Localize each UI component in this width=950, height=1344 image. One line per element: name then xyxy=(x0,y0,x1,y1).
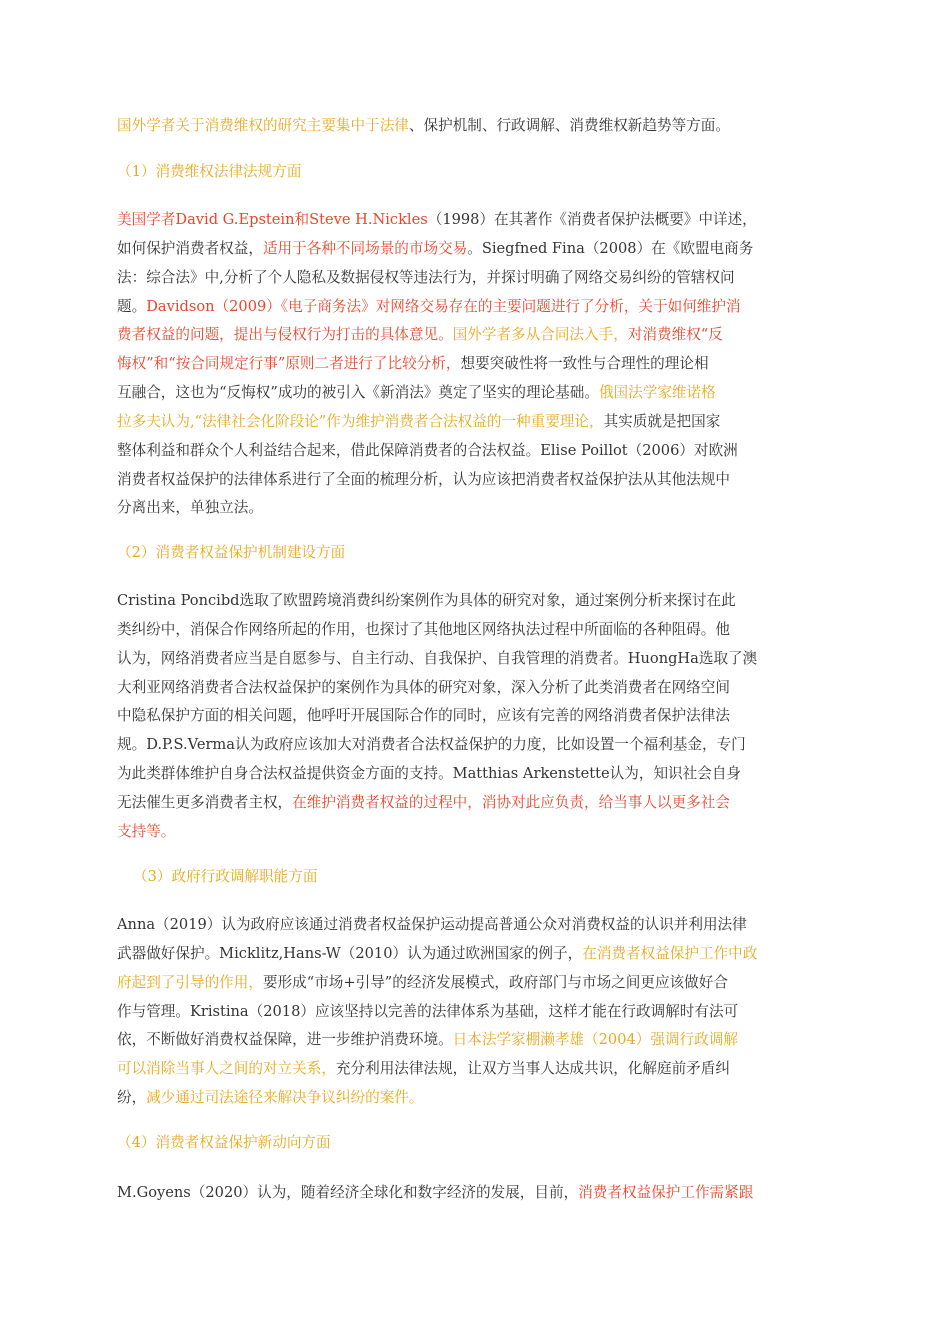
intro-paragraph xyxy=(117,112,829,141)
body-text: 消费者权益保护的法律体系进行了全面的梳理分析，认为应该把消费者权益保护法从其他法规中 xyxy=(117,470,730,488)
body-text: 充分利用法律法规，让双方当事人达成共识，化解庭前矛盾纠 xyxy=(335,1060,730,1078)
section-3-heading xyxy=(133,863,845,892)
text-line xyxy=(117,674,829,703)
text-line xyxy=(117,998,829,1027)
text-line xyxy=(117,940,829,969)
body-text: 中隐私保护方面的相关问题，他呼吁开展国际合作的同时，应该有完善的网络消费者保护法律法 xyxy=(117,707,730,725)
text-line xyxy=(117,494,829,523)
section-1-heading xyxy=(117,158,829,187)
body-text: Cristina Poncibd选取了欧盟跨境消费纠纷案例作为具体的研究对象，通过案例分析来探讨在此 xyxy=(117,592,736,609)
body-text: 要形成“市场+引导”的经济发展模式，政府部门与市场之间更应该做好合 xyxy=(262,973,728,991)
body-text: Anna（2019）认为政府应该通过消费者权益保护运动提高普通公众对消费权益的认识并利用法律 xyxy=(117,916,747,933)
text-line xyxy=(117,731,829,760)
highlighted-text: 府起到了引导的作用， xyxy=(117,973,263,991)
section-heading-text: （2）消费者权益保护机制建设方面 xyxy=(117,544,346,561)
body-text: 为此类群体维护自身合法权益提供资金方面的支持。Matthias Arkenstette认为，知识社会自身 xyxy=(117,765,742,783)
text-line xyxy=(117,702,829,731)
text-line xyxy=(117,264,829,293)
text-line xyxy=(117,1179,829,1208)
section-4-heading xyxy=(117,1129,829,1158)
section-2-heading xyxy=(117,539,829,568)
body-text: 想要突破性将一致性与合理性的理论相 xyxy=(460,355,709,373)
text-line xyxy=(117,616,829,645)
body-text: 大利亚网络消费者合法权益保护的案例作为具体的研究对象，深入分析了此类消费者在网络空间 xyxy=(117,678,730,696)
text-line xyxy=(117,1026,829,1055)
body-text: 题。 xyxy=(117,297,147,315)
body-text: 其实质就是把国家 xyxy=(603,412,721,430)
body-text: M.Goyens（2020）认为，随着经济全球化和数字经济的发展，目前， xyxy=(117,1184,579,1201)
text-line xyxy=(117,235,829,264)
highlighted-text: 国外学者多从合同法入手， xyxy=(452,326,628,344)
section-1-paragraph xyxy=(117,206,829,523)
text-line xyxy=(117,321,829,350)
highlighted-text: 美国学者David G.Epstein和Steve H.Nickles xyxy=(117,211,428,228)
text-line xyxy=(117,587,829,616)
body-text: 认为，网络消费者应当是自愿参与、自主行动、自我保护、自我管理的消费者。HuongHa选取了澳 xyxy=(117,649,758,667)
text-line xyxy=(117,206,829,235)
body-text: 规。D.P.S.Verma认为政府应该加大对消费者合法权益保护的力度，比如设置一个福利基金，专门 xyxy=(117,736,746,754)
text-line xyxy=(117,379,829,408)
highlighted-text: 消费者权益保护工作需紧跟 xyxy=(578,1184,754,1201)
text-line xyxy=(117,645,829,674)
section-heading-text: （3）政府行政调解职能方面 xyxy=(133,868,318,885)
text-line xyxy=(117,1084,829,1113)
highlighted-text: 日本法学家棚濑孝雄（2004）强调行政调解 xyxy=(452,1031,738,1049)
section-heading-text: （4）消费者权益保护新动向方面 xyxy=(117,1134,331,1151)
section-3-paragraph xyxy=(117,911,829,1113)
body-text: 作与管理。Kristina（2018）应该坚持以完善的法律体系为基础，这样才能在行政调解时有法可 xyxy=(117,1002,739,1020)
text-line xyxy=(117,437,829,466)
highlighted-text: Davidson（2009）《电子商务法》对网络交易存在的主要问题进行了分析，关于如何维护消 xyxy=(146,297,741,315)
highlighted-text: 费者权益的问题，提出与侵权行为打击的具体意见。 xyxy=(117,326,453,344)
body-text: 武器做好保护。Micklitz,Hans-W（2010）认为通过欧洲国家的例子， xyxy=(117,944,583,962)
body-text: 无法催生更多消费者主权， xyxy=(117,793,293,811)
body-text: 、保护机制、行政调解、消费维权新趋势等方面。 xyxy=(408,117,730,134)
section-4-paragraph xyxy=(117,1179,829,1208)
text-line xyxy=(117,466,829,495)
text-line xyxy=(117,911,829,940)
highlighted-text: 可以消除当事人之间的对立关系， xyxy=(117,1060,336,1078)
body-text: 。Siegfned Fina（2008）在《欧盟电商务 xyxy=(467,239,754,257)
text-line xyxy=(117,818,829,847)
highlighted-text: 适用于各种不同场景的市场交易 xyxy=(262,239,468,257)
highlighted-text: 支持等。 xyxy=(117,822,176,840)
highlighted-text: 悔权”和“按合同规定行事”原则二者进行了比较分析， xyxy=(117,355,461,373)
body-text: 分离出来，单独立法。 xyxy=(117,499,263,517)
highlighted-text: 对消费维权“反 xyxy=(627,326,723,344)
text-line xyxy=(117,350,829,379)
body-text: 法：综合法》中,分析了个人隐私及数据侵权等违法行为，并探讨明确了网络交易纠纷的管辖权问 xyxy=(117,268,735,286)
body-text: 如何保护消费者权益， xyxy=(117,239,263,257)
section-heading-text: （1）消费维权法律法规方面 xyxy=(117,163,302,180)
text-line xyxy=(117,789,829,818)
highlighted-text: 在消费者权益保护工作中政 xyxy=(582,944,758,962)
highlighted-text: 俄国法学家维诺格 xyxy=(598,384,716,402)
body-text: 纷， xyxy=(117,1089,147,1107)
text-line xyxy=(117,1055,829,1084)
highlighted-text: 减少通过司法途径来解决争议纠纷的案件。 xyxy=(146,1089,424,1107)
highlighted-text: 国外学者关于消费维权的研究主要集中于法律 xyxy=(117,117,409,134)
text-line xyxy=(117,408,829,437)
body-text: 互融合，这也为“反悔权”成功的被引入《新消法》奠定了坚实的理论基础。 xyxy=(117,384,599,402)
section-2-paragraph xyxy=(117,587,829,847)
body-text: 整体利益和群众个人利益结合起来，借此保障消费者的合法权益。Elise Poillot（2006）对欧洲 xyxy=(117,441,738,459)
body-text: （1998）在其著作《消费者保护法概要》中详述， xyxy=(427,211,757,228)
text-line xyxy=(117,760,829,789)
body-text: 类纠纷中，消保合作网络所起的作用，也探讨了其他地区网络执法过程中所面临的各种阻碍。他 xyxy=(117,620,730,638)
body-text: 依，不断做好消费权益保障，进一步维护消费环境。 xyxy=(117,1031,453,1049)
highlighted-text: 拉多夫认为,“法律社会化阶段论”作为维护消费者合法权益的一种重要理论， xyxy=(117,412,604,430)
text-line xyxy=(117,969,829,998)
highlighted-text: 在维护消费者权益的过程中，消协对此应负责，给当事人以更多社会 xyxy=(292,793,730,811)
text-line xyxy=(117,112,829,141)
text-line xyxy=(117,293,829,322)
